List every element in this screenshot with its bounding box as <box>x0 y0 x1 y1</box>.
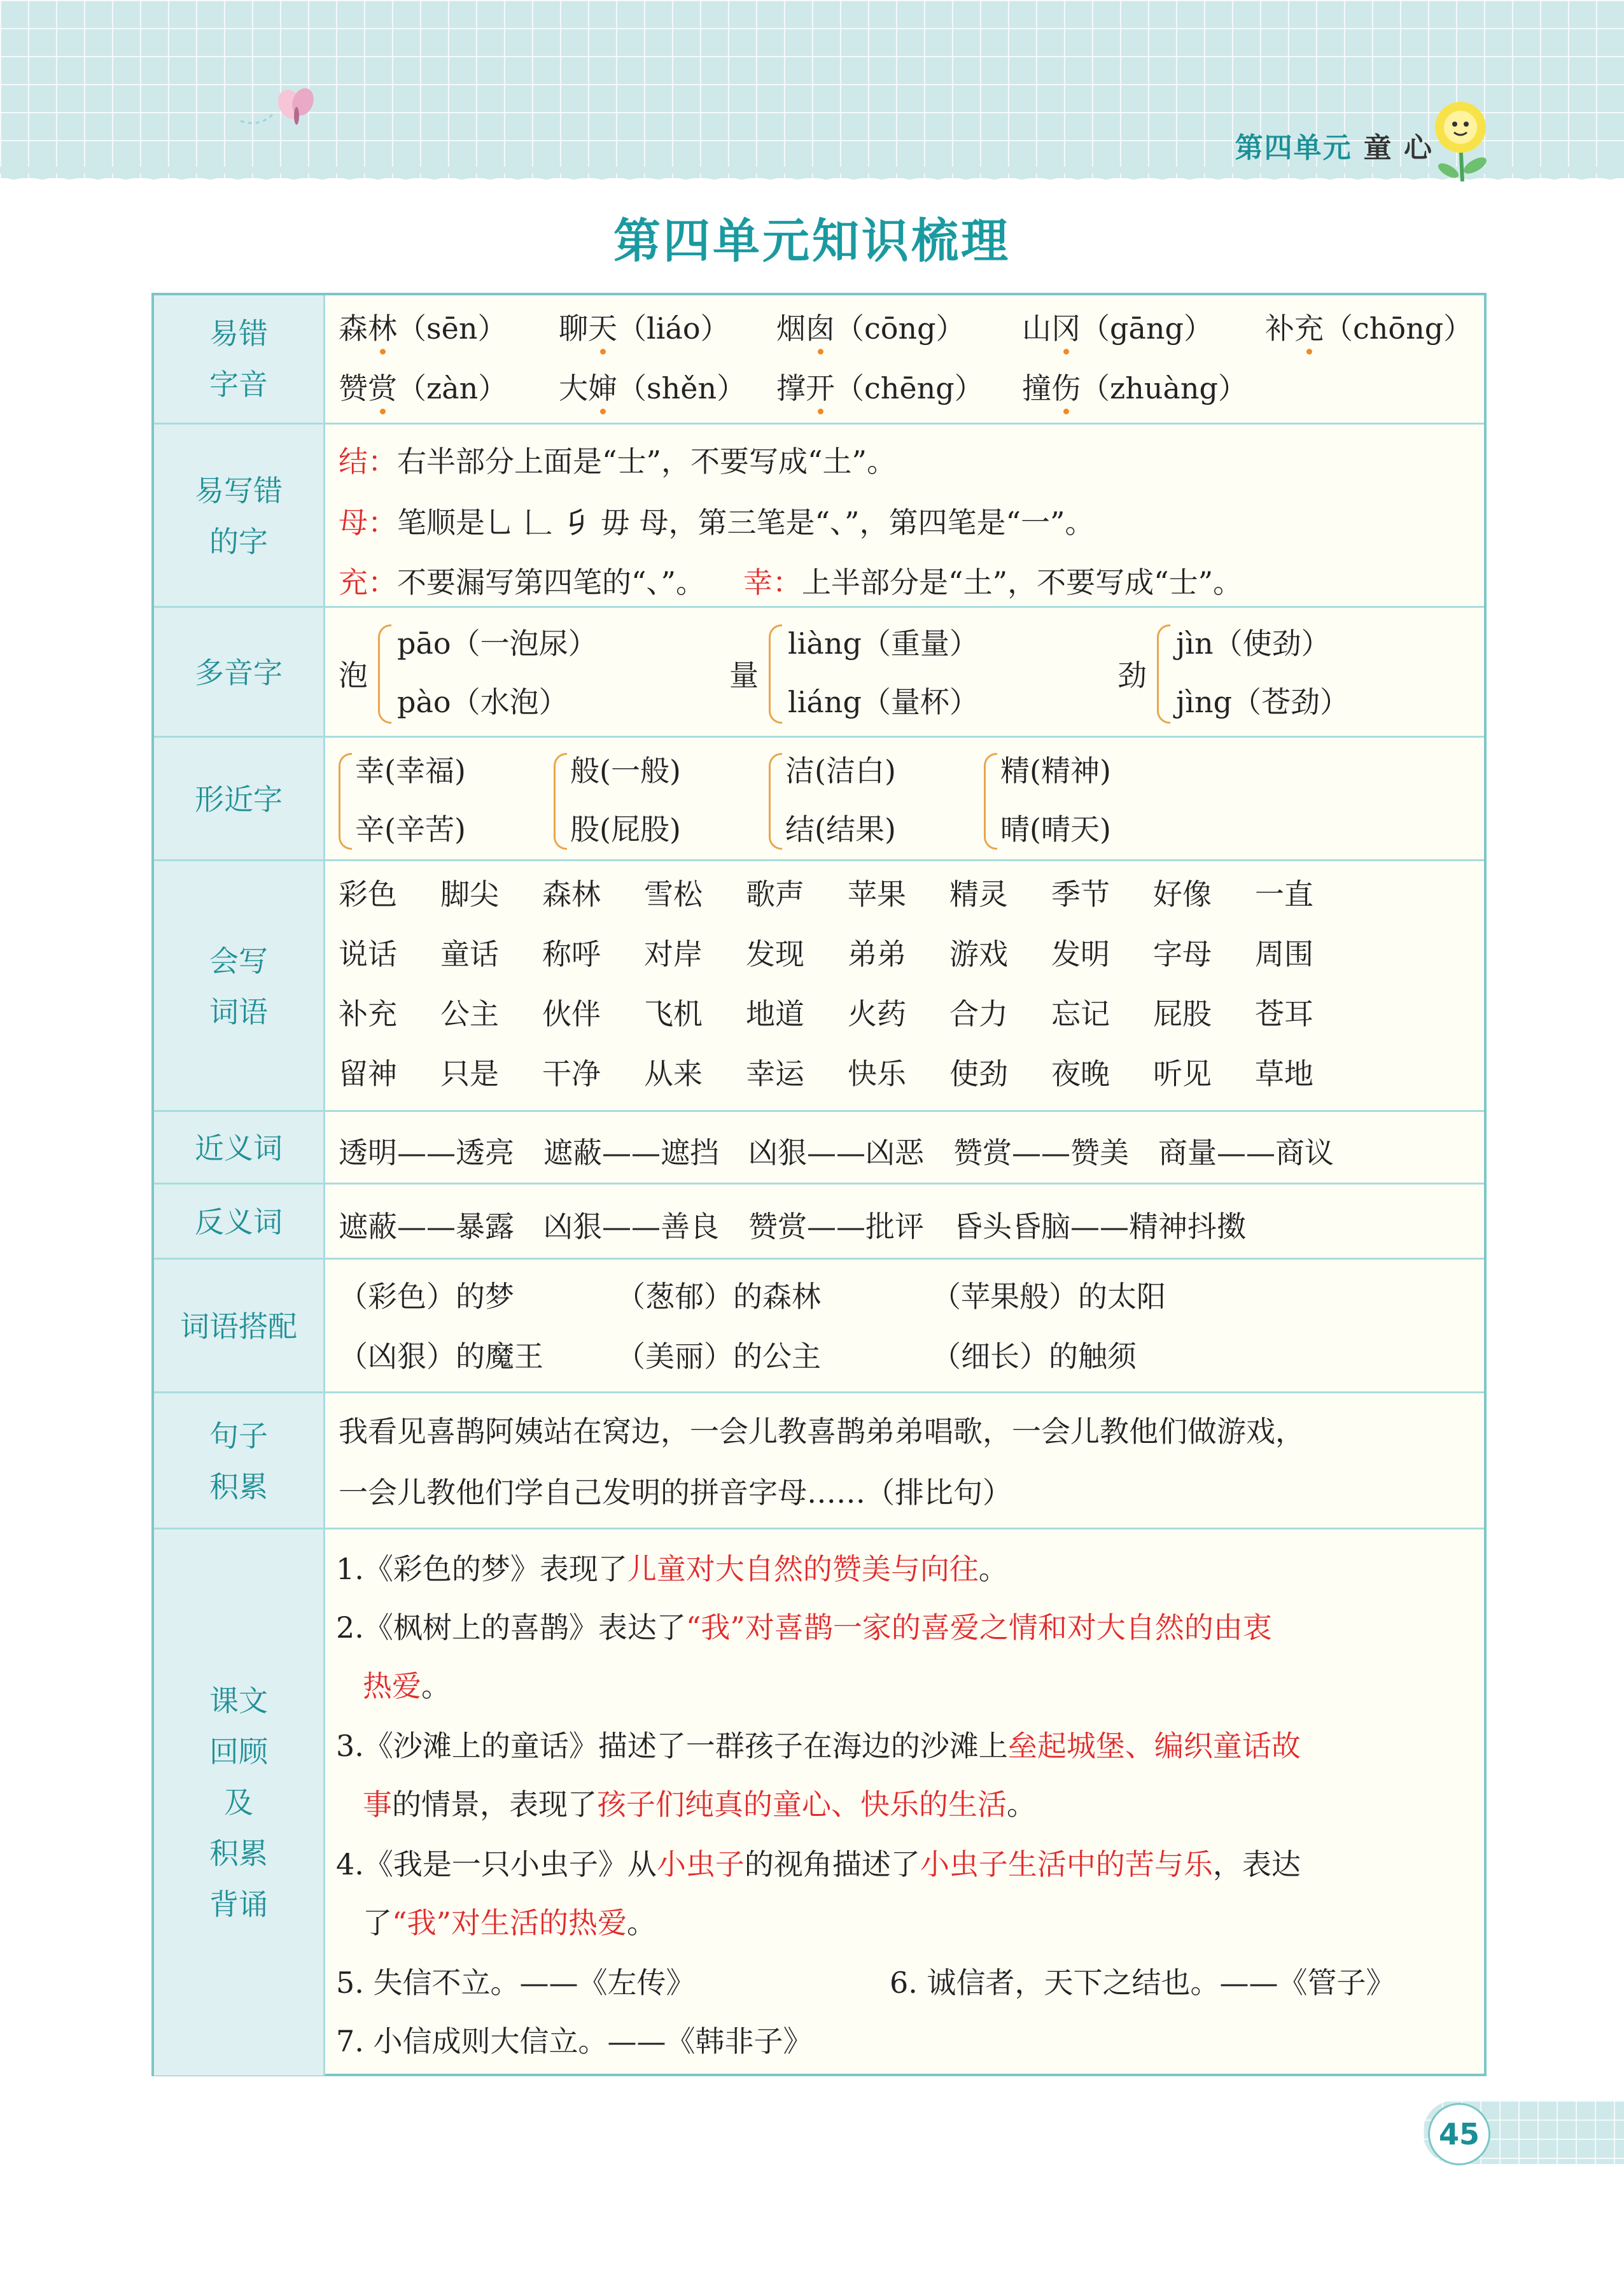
word-item: 伙伴 <box>542 997 601 1031</box>
flower-icon <box>1425 95 1495 185</box>
poly-reading: liáng（量杯） <box>788 685 979 719</box>
review-item-5: 5. 失信不立。——《左传》 <box>336 1965 696 2000</box>
synonyms-text: 透明——透亮 遮蔽——遮挡 凶狠——凶恶 赞赏——赞美 商量——商议 <box>339 1135 1334 1170</box>
label-sentence: 句子 积累 <box>154 1393 325 1529</box>
review-item-2: 2.《枫树上的喜鹊》表达了“我”对喜鹊一家的喜爱之情和对大自然的由衷 <box>336 1610 1272 1645</box>
label-review: 课文 回顾 及 积累 背诵 <box>154 1529 325 2076</box>
word-item: 苹果 <box>848 877 906 911</box>
word-item: 彩色 <box>339 877 397 911</box>
pron-item: 森林（sēn） <box>339 311 507 346</box>
polyphonic-content <box>339 608 1478 738</box>
brace-icon <box>554 753 567 850</box>
antonyms-content <box>339 1185 1478 1260</box>
word-item: 飞机 <box>644 997 703 1031</box>
row-words <box>154 859 1484 1112</box>
word-item: 游戏 <box>949 937 1008 971</box>
review-item-3-cont: 事的情景，表现了孩子们纯真的童心、快乐的生活。 <box>363 1787 1036 1822</box>
brace-icon <box>984 753 997 850</box>
pron-item: 聊天（liáo） <box>559 311 730 346</box>
pron-item: 撞伤（zhuàng） <box>1022 371 1247 405</box>
word-item: 脚尖 <box>440 877 499 911</box>
unit-theme: 童 心 <box>1363 132 1433 164</box>
sentence-content <box>339 1393 1478 1529</box>
unit-name: 第四单元 <box>1235 132 1352 164</box>
pron-item: 补充（chōng） <box>1265 311 1473 346</box>
pron-item: 大婶（shěn） <box>559 371 746 405</box>
label-synonyms: 近义词 <box>154 1112 325 1185</box>
word-item: 周围 <box>1255 937 1313 971</box>
label-polyphonic: 多音字 <box>154 608 325 738</box>
review-item-6: 6. 诚信者，天下之结也。——《管子》 <box>890 1965 1396 2000</box>
collocation-item: （葱郁）的森林 <box>616 1279 821 1314</box>
butterfly-icon <box>234 83 323 134</box>
label-collocation: 词语搭配 <box>154 1260 325 1393</box>
label-pronunciation: 易错 字音 <box>154 295 325 423</box>
poly-char: 劲 <box>1117 658 1147 693</box>
poly-reading: pāo（一泡尿） <box>397 626 598 661</box>
page-title: 第四单元知识梳理 <box>613 214 1011 269</box>
similar-word: 晴(晴天) <box>1000 812 1111 847</box>
similar-word: 精(精神) <box>1000 754 1111 788</box>
knowledge-table <box>151 293 1487 2076</box>
brace-icon <box>378 624 391 724</box>
word-item: 对岸 <box>644 937 703 971</box>
word-item: 补充 <box>339 997 397 1031</box>
row-sentence <box>154 1391 1484 1529</box>
collocation-item: （美丽）的公主 <box>616 1339 821 1374</box>
row-review <box>154 1528 1484 2076</box>
synonyms-content <box>339 1112 1478 1185</box>
collocation-item: （凶狠）的魔王 <box>339 1339 543 1374</box>
word-item: 地道 <box>746 997 804 1031</box>
similar-word: 辛(辛苦) <box>355 812 466 847</box>
similar-word: 股(屁股) <box>570 812 681 847</box>
word-item: 夜晚 <box>1051 1057 1110 1091</box>
word-item: 忘记 <box>1051 997 1110 1031</box>
miswritten-line: 结：右半部分上面是“士”，不要写成“土”。 <box>339 444 897 479</box>
unit-header <box>1235 125 1433 165</box>
word-item: 听见 <box>1153 1057 1212 1091</box>
brace-icon <box>769 624 782 724</box>
miswritten-content <box>339 425 1478 608</box>
words-grid <box>339 861 1478 1112</box>
label-words: 会写 词语 <box>154 861 325 1112</box>
similar-word: 结(结果) <box>785 812 896 847</box>
antonyms-text: 遮蔽——暴露 凶狠——善良 赞赏——批评 昏头昏脑——精神抖擞 <box>339 1209 1246 1244</box>
poly-reading: jìng（苍劲） <box>1176 685 1350 719</box>
similar-word: 幸(幸福) <box>355 754 466 788</box>
brace-icon <box>769 753 782 850</box>
word-item: 使劲 <box>949 1057 1008 1091</box>
review-item-3: 3.《沙滩上的童话》描述了一群孩子在海边的沙滩上垒起城堡、编织童话故 <box>336 1729 1301 1763</box>
collocation-item: （彩色）的梦 <box>339 1279 514 1314</box>
row-similar <box>154 736 1484 861</box>
similar-word: 般(一般) <box>570 754 681 788</box>
row-antonyms <box>154 1183 1484 1260</box>
row-pronunciation <box>154 295 1484 423</box>
poly-char: 泡 <box>339 658 368 693</box>
review-item-4-cont: 了“我”对生活的热爱。 <box>363 1906 657 1940</box>
review-content <box>336 1529 1478 2076</box>
label-miswritten: 易写错 的字 <box>154 425 325 608</box>
word-item: 雪松 <box>644 877 703 911</box>
sentence-line: 一会儿教他们学自己发明的拼音字母……（排比句） <box>339 1475 1012 1510</box>
word-item: 合力 <box>949 997 1008 1031</box>
word-item: 季节 <box>1051 877 1110 911</box>
word-item: 说话 <box>339 937 397 971</box>
word-item: 快乐 <box>848 1057 906 1091</box>
poly-reading: pào（水泡） <box>397 685 568 719</box>
collocation-content <box>339 1260 1478 1393</box>
miswritten-line: 充：不要漏写第四笔的“、”。 幸：上半部分是“土”，不要写成“士”。 <box>339 565 1243 600</box>
row-polyphonic <box>154 606 1484 738</box>
word-item: 草地 <box>1255 1057 1313 1091</box>
word-item: 干净 <box>542 1057 601 1091</box>
collocation-item: （苹果般）的太阳 <box>932 1279 1166 1314</box>
word-item: 幸运 <box>746 1057 804 1091</box>
label-similar: 形近字 <box>154 738 325 861</box>
brace-icon <box>1157 624 1170 724</box>
poly-char: 量 <box>729 658 759 693</box>
miswritten-line: 母：笔顺是乚 𠃊 𠂎 毋 母，第三笔是“、”，第四笔是“一”。 <box>339 505 1095 540</box>
poly-reading: liàng（重量） <box>788 626 979 661</box>
poly-reading: jìn（使劲） <box>1176 626 1331 661</box>
similar-content <box>339 738 1478 861</box>
pronunciation-content <box>339 295 1478 423</box>
review-item-2-cont: 热爱。 <box>363 1669 451 1703</box>
word-item: 发现 <box>746 937 804 971</box>
word-item: 精灵 <box>949 877 1008 911</box>
word-item: 火药 <box>848 997 906 1031</box>
review-item-7: 7. 小信成则大信立。——《韩非子》 <box>336 2024 813 2058</box>
word-item: 森林 <box>542 877 601 911</box>
word-item: 屁股 <box>1153 997 1212 1031</box>
word-item: 从来 <box>644 1057 703 1091</box>
word-item: 弟弟 <box>848 937 906 971</box>
pron-item: 撑开（chēng） <box>776 371 984 405</box>
sentence-line: 我看见喜鹊阿姨站在窝边，一会儿教喜鹊弟弟唱歌，一会儿教他们做游戏， <box>339 1414 1305 1449</box>
row-synonyms <box>154 1110 1484 1185</box>
row-miswritten <box>154 423 1484 608</box>
row-collocation <box>154 1258 1484 1393</box>
word-item: 歌声 <box>746 877 804 911</box>
word-item: 公主 <box>440 997 499 1031</box>
pron-item: 烟囱（cōng） <box>776 311 965 346</box>
word-item: 好像 <box>1153 877 1212 911</box>
label-antonyms: 反义词 <box>154 1185 325 1260</box>
pron-item: 山冈（gāng） <box>1022 311 1213 346</box>
brace-icon <box>339 753 352 850</box>
review-item-1: 1.《彩色的梦》表现了儿童对大自然的赞美与向往。 <box>336 1552 1008 1586</box>
word-item: 苍耳 <box>1255 997 1313 1031</box>
word-item: 童话 <box>440 937 499 971</box>
collocation-item: （细长）的触须 <box>932 1339 1137 1374</box>
pron-item: 赞赏（zàn） <box>339 371 508 405</box>
word-item: 称呼 <box>542 937 601 971</box>
word-item: 一直 <box>1255 877 1313 911</box>
similar-word: 洁(洁白) <box>785 754 896 788</box>
word-item: 字母 <box>1153 937 1212 971</box>
word-item: 只是 <box>440 1057 499 1091</box>
word-item: 发明 <box>1051 937 1110 971</box>
page-number: 45 <box>1428 2103 1490 2165</box>
review-item-4: 4.《我是一只小虫子》从小虫子的视角描述了小虫子生活中的苦与乐，表达 <box>336 1847 1301 1881</box>
word-item: 留神 <box>339 1057 397 1091</box>
header-wave-edge <box>0 167 1624 192</box>
page-number-tab <box>1423 2100 1624 2164</box>
